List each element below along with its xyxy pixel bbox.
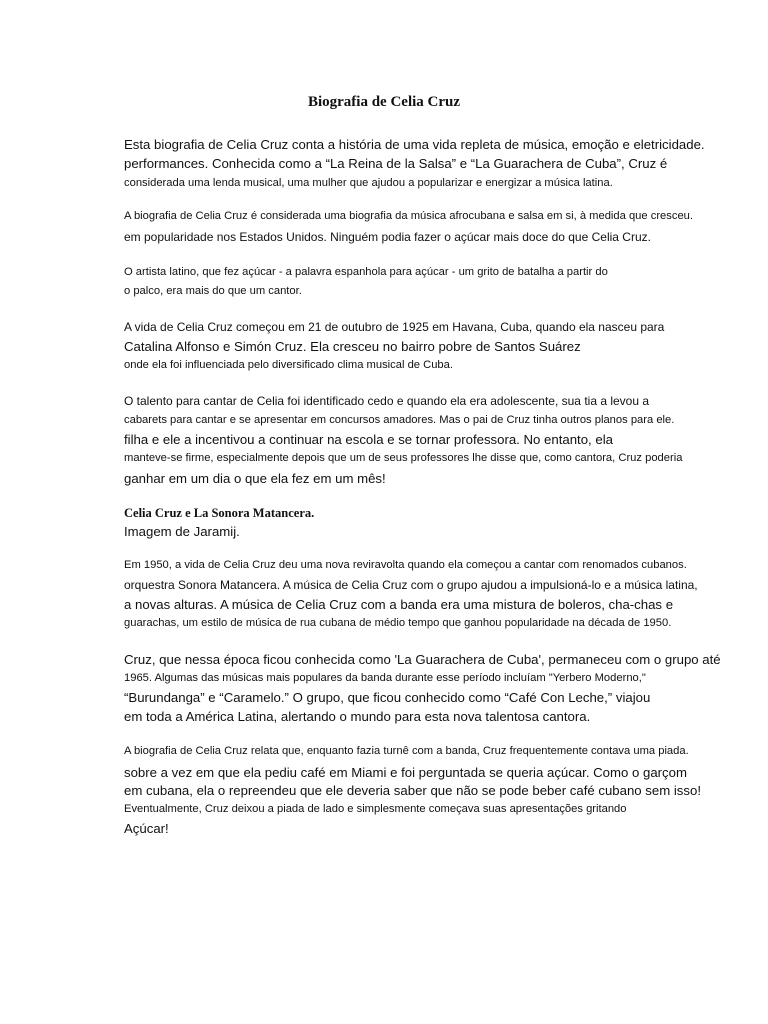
section-subheading: Celia Cruz e La Sonora Matancera. <box>124 506 315 520</box>
text-line: manteve-se firme, especialmente depois que um de seus professores lhe disse que, como cantora, Cruz poderia <box>124 452 683 464</box>
text-line: sobre a vez em que ela pediu café em Miami e foi perguntada se queria açúcar. Como o garçom <box>124 765 687 780</box>
text-line: Em 1950, a vida de Celia Cruz deu uma nova reviravolta quando ela começou a cantar com renomados cubanos. <box>124 559 687 571</box>
text-line: filha e ele a incentivou a continuar na escola e se tornar professora. No entanto, ela <box>124 432 613 447</box>
text-line: O artista latino, que fez açúcar - a palavra espanhola para açúcar - um grito de batalha a partir do <box>124 266 608 278</box>
text-line: em toda a América Latina, alertando o mundo para esta nova talentosa cantora. <box>124 709 591 724</box>
text-line: o palco, era mais do que um cantor. <box>124 285 302 297</box>
text-line: 1965. Algumas das músicas mais populares da banda durante esse período incluíam "Yerbero Moderno," <box>124 672 646 684</box>
text-line: Eventualmente, Cruz deixou a piada de lado e simplesmente começava suas apresentações gritando <box>124 803 627 815</box>
text-line: orquestra Sonora Matancera. A música de Celia Cruz com o grupo ajudou a impulsioná-lo e a música latina, <box>124 578 698 592</box>
text-line: Esta biografia de Celia Cruz conta a história de uma vida repleta de música, emoção e eletricidade. <box>124 137 705 152</box>
text-line: considerada uma lenda musical, uma mulher que ajudou a popularizar e energizar a música latina. <box>124 177 613 189</box>
page-title: Biografia de Celia Cruz <box>307 94 461 110</box>
text-line: performances. Conhecida como a “La Reina de la Salsa” e “La Guarachera de Cuba”, Cruz é <box>124 156 668 171</box>
text-line: Cruz, que nessa época ficou conhecida como 'La Guarachera de Cuba', permaneceu com o grupo até <box>124 652 721 667</box>
text-line: em popularidade nos Estados Unidos. Ninguém podia fazer o açúcar mais doce do que Celia Cruz. <box>124 230 651 244</box>
text-line: A biografia de Celia Cruz relata que, enquanto fazia turnê com a banda, Cruz frequentemente contava uma piada. <box>124 745 689 757</box>
text-line: “Burundanga” e “Caramelo.” O grupo, que ficou conhecido como “Café Con Leche,” viajou <box>124 690 651 705</box>
text-line: O talento para cantar de Celia foi identificado cedo e quando ela era adolescente, sua tia a levou a <box>124 394 650 408</box>
text-line: a novas alturas. A música de Celia Cruz com a banda era uma mistura de boleros, cha-chas e <box>124 597 674 612</box>
text-line: cabarets para cantar e se apresentar em concursos amadores. Mas o pai de Cruz tinha outros planos para ele. <box>124 414 675 426</box>
text-line: ganhar em um dia o que ela fez em um mês! <box>124 471 386 486</box>
text-line: Catalina Alfonso e Simón Cruz. Ela cresceu no bairro pobre de Santos Suárez <box>124 339 581 354</box>
text-line: guarachas, um estilo de música de rua cubana de médio tempo que ganhou popularidade na década de 1950. <box>124 617 672 629</box>
text-line: A biografia de Celia Cruz é considerada uma biografia da música afrocubana e salsa em si, à medida que cresceu. <box>124 210 694 222</box>
text-line: em cubana, ela o repreendeu que ele deveria saber que não se pode beber café cubano sem isso! <box>124 783 701 798</box>
text-line: Açúcar! <box>124 821 169 836</box>
text-line: onde ela foi influenciada pelo diversificado clima musical de Cuba. <box>124 359 453 371</box>
text-line: A vida de Celia Cruz começou em 21 de outubro de 1925 em Havana, Cuba, quando ela nasceu para <box>124 320 665 334</box>
image-credit: Imagem de Jaramij. <box>124 524 240 539</box>
